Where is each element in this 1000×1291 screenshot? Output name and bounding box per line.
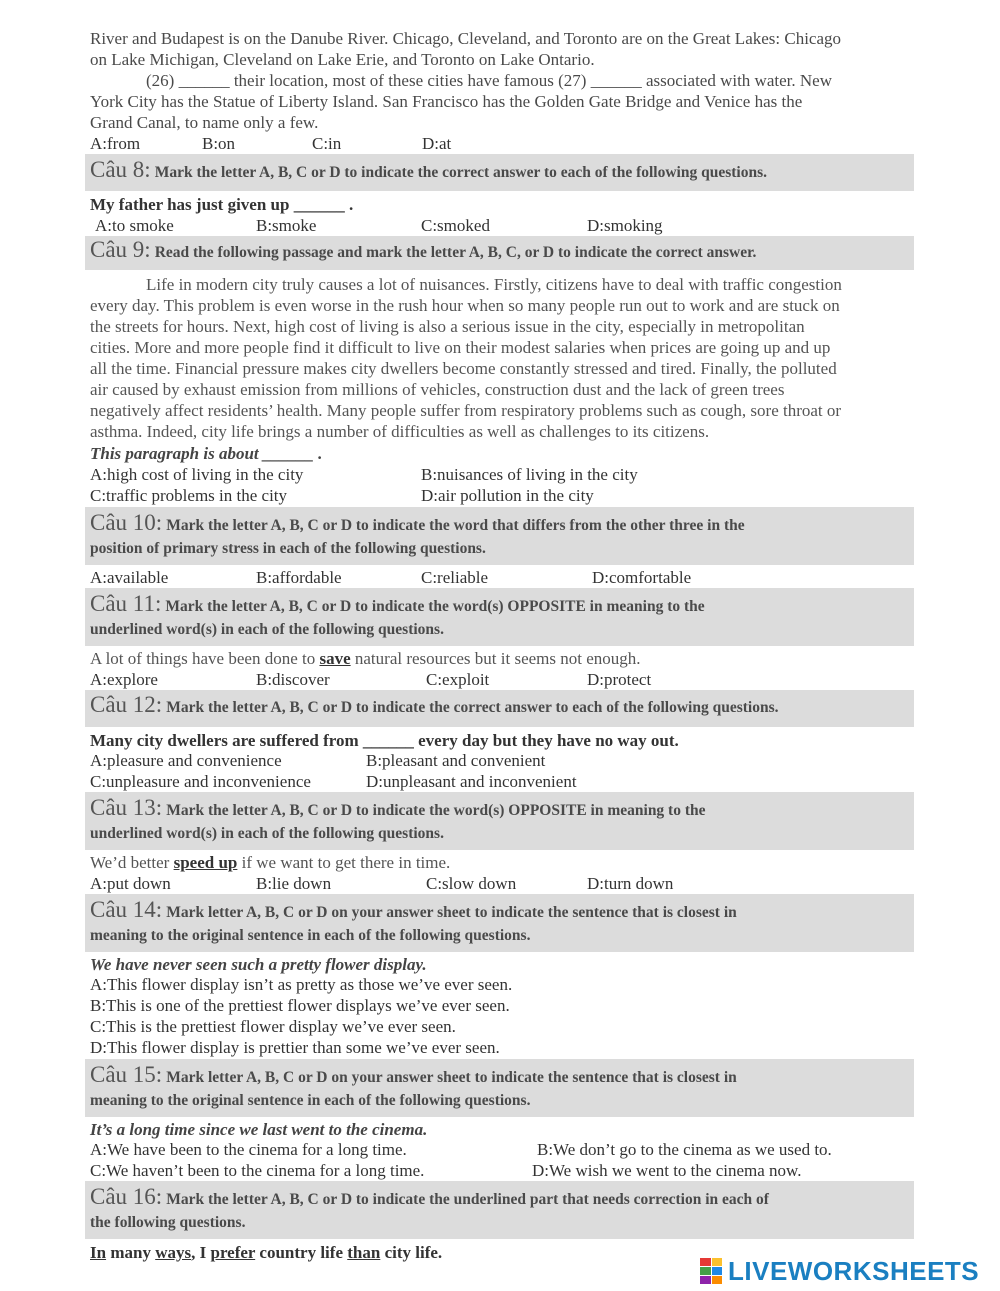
question-number: Câu 10: bbox=[90, 510, 163, 535]
question-number: Câu 11: bbox=[90, 591, 162, 616]
passage-line: River and Budapest is on the Danube River. Chicago, Cleveland, and Toronto are on the Great Lakes: Chicago bbox=[90, 29, 842, 48]
question-number: Câu 13: bbox=[90, 795, 163, 820]
option-d[interactable]: D:smoking bbox=[587, 216, 663, 235]
option-c[interactable]: C:smoked bbox=[421, 216, 490, 235]
question-11-header bbox=[90, 592, 910, 641]
question-instruction: Mark the letter A, B, C or D to indicate the word(s) OPPOSITE in meaning to the bbox=[166, 802, 706, 819]
option-b[interactable]: B:This is one of the prettiest flower displays we’ve ever seen. bbox=[90, 996, 510, 1015]
option-a[interactable]: A:high cost of living in the city bbox=[90, 465, 304, 484]
question-stem: We’d better speed up if we want to get there in time. bbox=[90, 853, 451, 872]
passage-line: cities. More and more people find it difficult to live on their modest salaries when prices are going up and up bbox=[90, 338, 831, 357]
logo-icon bbox=[700, 1258, 722, 1284]
option-a[interactable]: A:explore bbox=[90, 670, 158, 689]
option-a[interactable]: A:available bbox=[90, 568, 169, 587]
question-stem: It’s a long time since we last went to the cinema. bbox=[90, 1120, 428, 1139]
question-8-header bbox=[90, 158, 910, 184]
option-d[interactable]: D:unpleasant and inconvenient bbox=[366, 772, 577, 791]
question-stem: We have never seen such a pretty flower display. bbox=[90, 955, 427, 974]
option-b[interactable]: B:lie down bbox=[256, 874, 332, 893]
question-instruction: Mark the letter A, B, C or D to indicate the word that differs from the other three in the bbox=[166, 517, 745, 534]
passage-line: the streets for hours. Next, high cost of living is also a serious issue in the city, especially in metropolitan bbox=[90, 317, 805, 336]
question-stem: Many city dwellers are suffered from ______ every day but they have no way out. bbox=[90, 731, 679, 750]
question-15-header bbox=[90, 1063, 910, 1112]
option-d[interactable]: D:at bbox=[422, 134, 452, 153]
question-number: Câu 12: bbox=[90, 692, 163, 717]
option-b[interactable]: B:We don’t go to the cinema as we used to. bbox=[537, 1140, 832, 1159]
question-instruction: Mark letter A, B, C or D on your answer sheet to indicate the sentence that is closest in bbox=[166, 904, 737, 921]
option-d[interactable]: D:We wish we went to the cinema now. bbox=[532, 1161, 802, 1180]
question-instruction: position of primary stress in each of the following questions. bbox=[90, 540, 486, 557]
question-13-header bbox=[90, 796, 910, 845]
question-stem: My father has just given up ______ . bbox=[90, 195, 354, 214]
logo-text: LIVEWORKSHEETS bbox=[728, 1255, 980, 1286]
option-b[interactable]: B:on bbox=[202, 134, 236, 153]
passage-line: York City has the Statue of Liberty Island. San Francisco has the Golden Gate Bridge and Venice has the bbox=[90, 92, 803, 111]
passage-line: on Lake Michigan, Cleveland on Lake Erie, and Toronto on Lake Ontario. bbox=[90, 50, 595, 69]
question-number: Câu 14: bbox=[90, 897, 163, 922]
option-a[interactable]: A:This flower display isn’t as pretty as those we’ve ever seen. bbox=[90, 975, 513, 994]
question-number: Câu 15: bbox=[90, 1062, 163, 1087]
question-12-header bbox=[90, 693, 910, 719]
option-a[interactable]: A:We have been to the cinema for a long time. bbox=[90, 1140, 407, 1159]
question-stem: A lot of things have been done to save natural resources but it seems not enough. bbox=[90, 649, 641, 668]
option-a[interactable]: A:put down bbox=[90, 874, 171, 893]
question-instruction: underlined word(s) in each of the following questions. bbox=[90, 621, 444, 638]
question-instruction: meaning to the original sentence in each of the following questions. bbox=[90, 927, 531, 944]
underlined-word: speed up bbox=[173, 853, 238, 872]
passage-line: (26) ______ their location, most of these cities have famous (27) ______ associated with water. New bbox=[146, 71, 832, 90]
question-10-header bbox=[90, 511, 910, 560]
underlined-part-b[interactable]: ways bbox=[155, 1243, 192, 1262]
option-c[interactable]: C:This is the prettiest flower display we’ve ever seen. bbox=[90, 1017, 456, 1036]
underlined-part-d[interactable]: than bbox=[347, 1243, 381, 1262]
option-c[interactable]: C:unpleasure and inconvenience bbox=[90, 772, 311, 791]
underlined-word: save bbox=[319, 649, 351, 668]
option-b[interactable]: B:nuisances of living in the city bbox=[421, 465, 638, 484]
option-d[interactable]: D:This flower display is prettier than some we’ve ever seen. bbox=[90, 1038, 500, 1057]
option-d[interactable]: D:comfortable bbox=[592, 568, 692, 587]
question-instruction: underlined word(s) in each of the following questions. bbox=[90, 825, 444, 842]
option-d[interactable]: D:air pollution in the city bbox=[421, 486, 594, 505]
passage-line: negatively affect residents’ health. Many people suffer from respiratory problems such as cough, sore throat or bbox=[90, 401, 842, 420]
passage-line: Life in modern city truly causes a lot of nuisances. Firstly, citizens have to deal with traffic congestion bbox=[146, 275, 842, 294]
question-stem: In many ways, I prefer country life than city life. bbox=[90, 1243, 443, 1262]
option-b[interactable]: B:affordable bbox=[256, 568, 342, 587]
option-b[interactable]: B:smoke bbox=[256, 216, 317, 235]
question-number: Câu 8: bbox=[90, 157, 151, 182]
option-c[interactable]: C:slow down bbox=[426, 874, 517, 893]
question-16-header bbox=[90, 1185, 910, 1234]
option-c[interactable]: C:exploit bbox=[426, 670, 490, 689]
option-d[interactable]: D:turn down bbox=[587, 874, 674, 893]
question-instruction: Mark the letter A, B, C or D to indicate the correct answer to each of the following questions. bbox=[166, 699, 779, 716]
passage-line: asthma. Indeed, city life brings a number of difficulties as well as challenges to its citizens. bbox=[90, 422, 710, 441]
question-number: Câu 16: bbox=[90, 1184, 163, 1209]
question-9-header bbox=[90, 238, 910, 264]
option-a[interactable]: A:to smoke bbox=[95, 216, 174, 235]
option-d[interactable]: D:protect bbox=[587, 670, 652, 689]
question-instruction: Mark the letter A, B, C or D to indicate the correct answer to each of the following questions. bbox=[154, 164, 768, 181]
question-instruction: Mark letter A, B, C or D on your answer sheet to indicate the sentence that is closest in bbox=[166, 1069, 737, 1086]
liveworksheets-logo bbox=[700, 1255, 979, 1287]
passage-line: Grand Canal, to name only a few. bbox=[90, 113, 319, 132]
option-c[interactable]: C:We haven’t been to the cinema for a long time. bbox=[90, 1161, 425, 1180]
question-instruction: Mark the letter A, B, C or D to indicate the underlined part that needs correction in each of bbox=[166, 1191, 769, 1208]
question-instruction: Read the following passage and mark the letter A, B, C, or D to indicate the correct answer. bbox=[154, 244, 757, 261]
option-b[interactable]: B:pleasant and convenient bbox=[366, 751, 546, 770]
question-instruction: Mark the letter A, B, C or D to indicate the word(s) OPPOSITE in meaning to the bbox=[165, 598, 705, 615]
option-a[interactable]: A:pleasure and convenience bbox=[90, 751, 282, 770]
option-b[interactable]: B:discover bbox=[256, 670, 330, 689]
underlined-part-c[interactable]: prefer bbox=[210, 1243, 256, 1262]
passage-line: every day. This problem is even worse in the rush hour when so many people run out to work and are stuck on bbox=[90, 296, 840, 315]
option-c[interactable]: C:reliable bbox=[421, 568, 489, 587]
underlined-part-a[interactable]: In bbox=[90, 1243, 107, 1262]
option-a[interactable]: A:from bbox=[90, 134, 141, 153]
question-stem: This paragraph is about ______ . bbox=[90, 444, 323, 463]
passage-line: all the time. Financial pressure makes city dwellers become constantly stressed and tired. Finally, the polluted bbox=[90, 359, 837, 378]
option-c[interactable]: C:in bbox=[312, 134, 342, 153]
option-c[interactable]: C:traffic problems in the city bbox=[90, 486, 288, 505]
question-instruction: meaning to the original sentence in each of the following questions. bbox=[90, 1092, 531, 1109]
question-instruction: the following questions. bbox=[90, 1214, 246, 1231]
question-number: Câu 9: bbox=[90, 237, 151, 262]
passage-line: air caused by exhaust emission from millions of vehicles, construction dust and the lack of green trees bbox=[90, 380, 785, 399]
question-14-header bbox=[90, 898, 910, 947]
